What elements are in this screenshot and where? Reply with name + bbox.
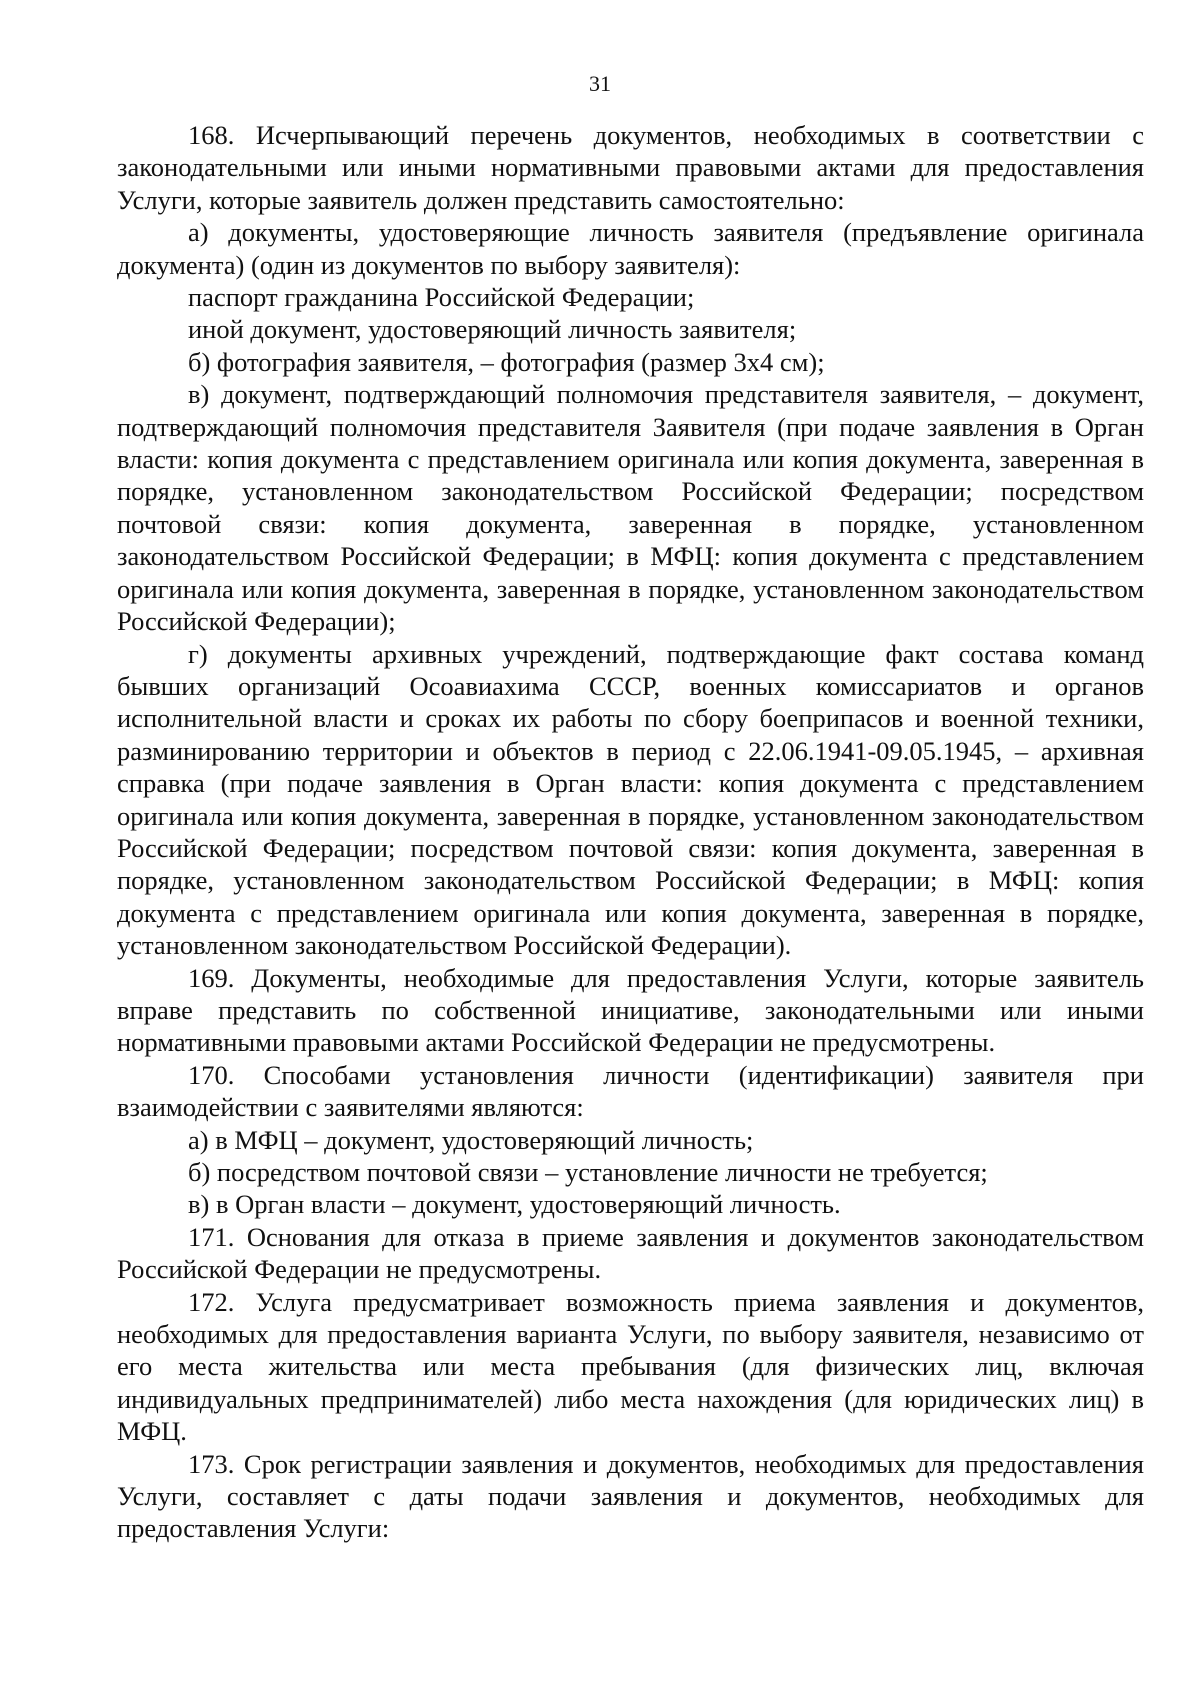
paragraph-171: 171. Основания для отказа в приеме заявления и документов законодательством Российской Федерации не предусмотрены. [117,1221,1144,1285]
paragraph-168: 168. Исчерпывающий перечень документов, необходимых в соответствии с законодательными или иными нормативными правовыми актами для предоставления Услуги, которые заявитель должен представить самостоятельно: [117,120,1144,215]
paragraph-168-g: г) документы архивных учреждений, подтверждающие факт состава команд бывших организаций Осоавиахима СССР, военных комиссариатов и органов исполнительной власти и сроках их работы по сбору боеприпасов и военной техники, разминированию территории и объектов в период с 22.06.1941-09.05.1945, – архивная справка (при подаче заявления в Орган власти: копия документа с представлением оригинала или копия документа, заверенная в порядке, установленном законодательством Российской Федерации; посредством почтовой связи: копия документа, заверенная в порядке, установленном законодательством Российской Федерации; в МФЦ: копия документа с представлением оригинала или копия документа, заверенная в порядке, установленном законодательством Российской Федерации). [117,638,1144,961]
paragraph-173: 173. Срок регистрации заявления и документов, необходимых для предоставления Услуги, составляет с даты подачи заявления и документов, необходимых для предоставления Услуги: [117,1448,1144,1544]
paragraph-168-b: б) фотография заявителя, – фотография (размер 3х4 см); [188,346,825,377]
paragraph-170-v: в) в Орган власти – документ, удостоверяющий личность. [188,1189,841,1220]
paragraph-168-v: в) документ, подтверждающий полномочия представителя заявителя, – документ, подтверждающий полномочия представителя Заявителя (при подаче заявления в Орган власти: копия документа с представлением оригинала или копия документа, заверенная в порядке, установленном законодательством Российской Федерации; посредством почтовой связи: копия документа, заверенная в порядке, установленном законодательством Российской Федерации; в МФЦ: копия документа с представлением оригинала или копия документа, заверенная в порядке, установленном законодательством Российской Федерации); [117,379,1144,637]
paragraph-170-a: а) в МФЦ – документ, удостоверяющий личность; [188,1124,754,1155]
paragraph-170-b: б) посредством почтовой связи – установление личности не требуется; [188,1157,988,1187]
paragraph-169: 169. Документы, необходимые для предоставления Услуги, которые заявитель вправе представить по собственной инициативе, законодательными или иными нормативными правовыми актами Российской Федерации не предусмотрены. [117,962,1144,1058]
paragraph-170: 170. Способами установления личности (идентификации) заявителя при взаимодействии с заявителями являются: [117,1059,1144,1123]
page-number: 31 [589,71,611,96]
document-body [117,119,1144,1545]
paragraph-168-a-passport: паспорт гражданина Российской Федерации; [188,282,695,313]
paragraph-168-a-other-id: иной документ, удостоверяющий личность заявителя; [188,314,797,345]
paragraph-168-a: а) документы, удостоверяющие личность заявителя (предъявление оригинала документа) (один из документов по выбору заявителя): [117,217,1144,280]
paragraph-172: 172. Услуга предусматривает возможность приема заявления и документов, необходимых для предоставления варианта Услуги, по выбору заявителя, независимо от его места жительства или места пребывания (для физических лиц, включая индивидуальных предпринимателей) либо места нахождения (для юридических лиц) в МФЦ. [117,1286,1144,1447]
